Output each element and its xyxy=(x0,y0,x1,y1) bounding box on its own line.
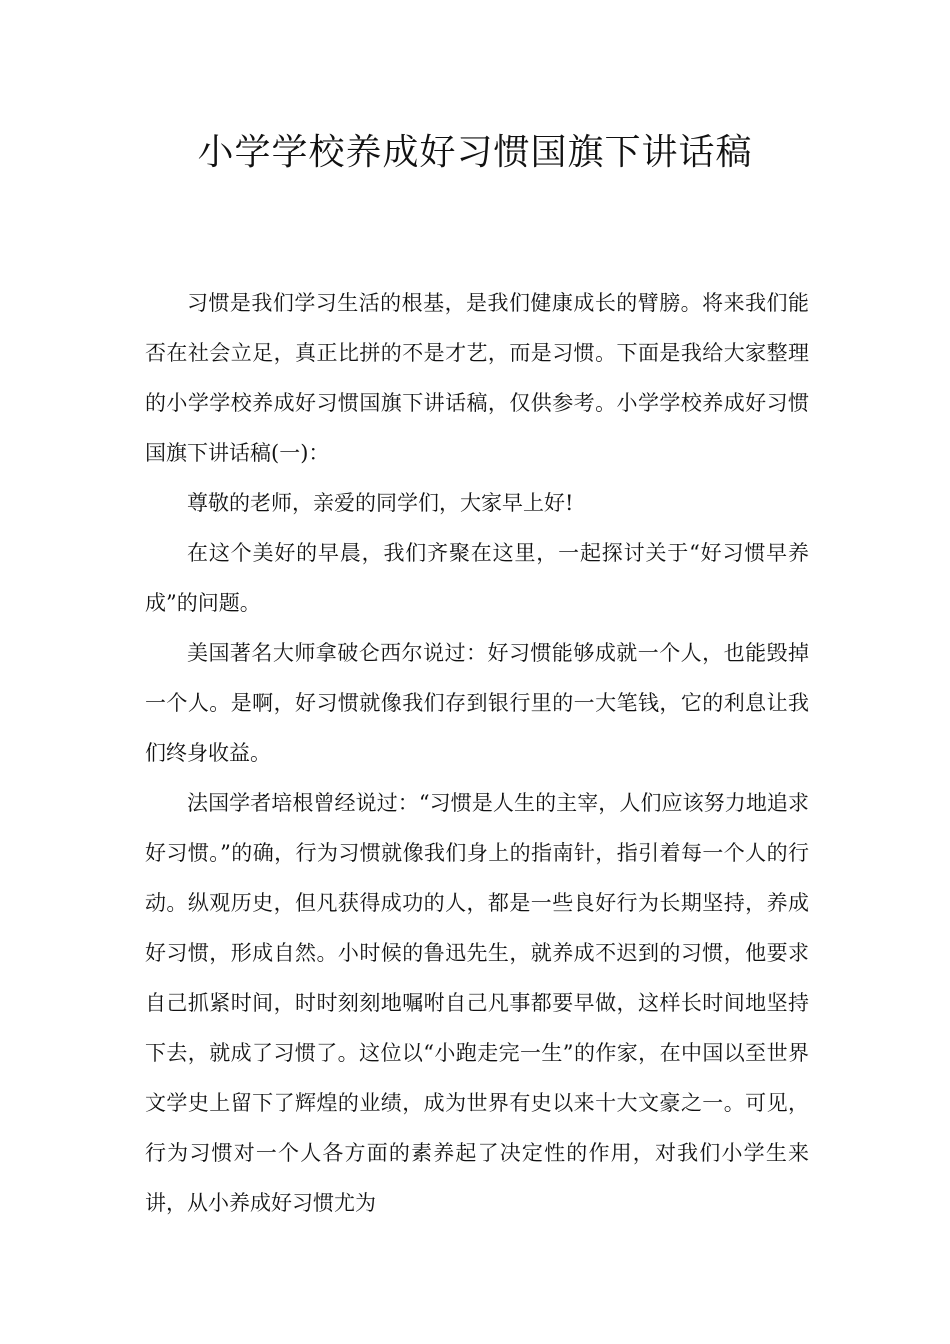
paragraph-topic: 在这个美好的早晨，我们齐聚在这里，一起探讨关于“好习惯早养成”的问题。 xyxy=(145,541,809,615)
document-body xyxy=(145,278,809,1228)
paragraph-intro: 习惯是我们学习生活的根基，是我们健康成长的臂膀。将来我们能否在社会立足，真正比拼的不是才艺，而是习惯。下面是我给大家整理的小学学校养成好习惯国旗下讲话稿，仅供参考。小学学校养成好习惯国旗下讲话稿(一)： xyxy=(145,291,809,465)
paragraph-bacon-quote: 法国学者培根曾经说过：“习惯是人生的主宰，人们应该努力地追求好习惯。”的确，行为习惯就像我们身上的指南针，指引着每一个人的行动。纵观历史，但凡获得成功的人，都是一些良好行为长期坚持，养成好习惯，形成自然。小时候的鲁迅先生，就养成不迟到的习惯，他要求自己抓紧时间，时时刻刻地嘱咐自己凡事都要早做，这样长时间地坚持下去，就成了习惯了。这位以“小跑走完一生”的作家，在中国以至世界文学史上留下了辉煌的业绩，成为世界有史以来十大文豪之一。可见，行为习惯对一个人各方面的素养起了决定性的作用，对我们小学生来讲，从小养成好习惯尤为 xyxy=(145,791,809,1215)
paragraph-hill-quote: 美国著名大师拿破仑西尔说过：好习惯能够成就一个人，也能毁掉一个人。是啊，好习惯就像我们存到银行里的一大笔钱，它的利息让我们终身收益。 xyxy=(145,641,809,765)
document-title: 小学学校养成好习惯国旗下讲话稿 xyxy=(197,132,753,173)
paragraph-greeting: 尊敬的老师，亲爱的同学们，大家早上好! xyxy=(187,491,574,515)
